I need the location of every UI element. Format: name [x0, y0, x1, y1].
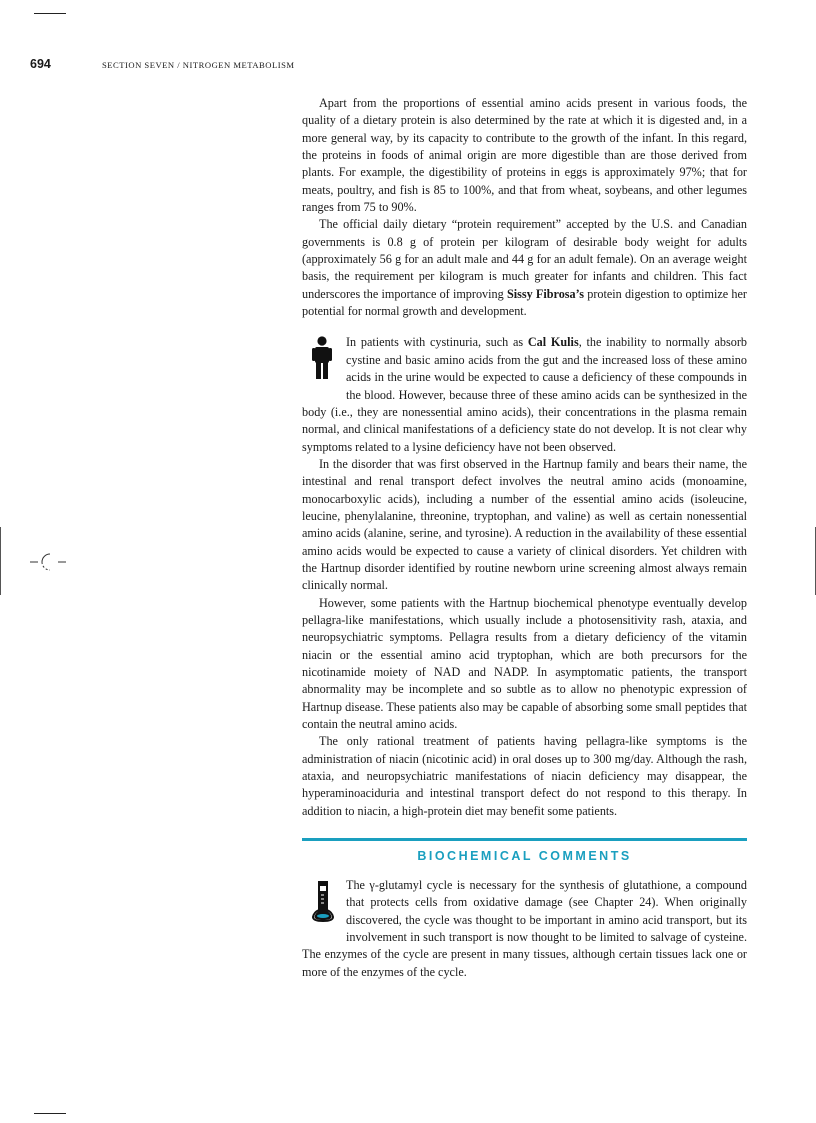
clinical-note-cystinuria — [302, 334, 747, 455]
paragraph-text: The official daily dietary “protein requirement” accepted by the U.S. and Canadian governments is 0.8 g of protein per kilogram of desirable body weight for adults (approximately 56 g for an adult male and 44 g for an adult female). On an average weight basis, the requirement per kilogram is much greater for infants and children. This fact underscores the importance of improving — [302, 217, 747, 301]
registration-mark-icon — [30, 550, 70, 574]
page-header — [30, 55, 295, 73]
cystinuria-note-text — [302, 334, 747, 455]
paragraph-pellagra: However, some patients with the Hartnup biochemical phenotype eventually develop pellagra-like manifestations, which usually include a photosensitivity rash, ataxia, and neuropsychiatric symptoms. Pellagra results from a dietary deficiency of the vitamin niacin or the essential amino acid tryptophan, which are both precursors for the nicotinamide moiety of NAD and NADP. In asymptomatic patients, the transport abnormality may be incomplete and so subtle as to allow no phenotypic expression of Hartnup disease. These patients also may be capable of absorbing some small peptides that contain the neutral amino acids. — [302, 595, 747, 732]
paragraph-text: protein digestion to optimize her potential for normal growth and development. — [302, 286, 747, 319]
page-number: 694 — [30, 57, 51, 71]
paragraph-treatment: The only rational treatment of patients having pellagra-like symptoms is the administration of niacin (nicotinic acid) in oral doses up to 300 mg/day. Although the rash, ataxia, and neuropsychiatric manifestations of niacin deficiency may disappear, the hyperaminoaciduria and intestinal transport defect do not respond to this therapy. In addition to niacin, a high-protein diet may benefit some patients. — [302, 734, 747, 818]
crop-mark-bottom — [34, 1113, 66, 1114]
person-icon — [302, 334, 346, 388]
biochemical-comments-block — [302, 877, 747, 981]
main-text-column — [302, 95, 747, 981]
crop-mark-top — [34, 13, 66, 14]
patient-name-cal: Cal Kulis — [527, 335, 579, 350]
biochemical-comments-text: The γ-glutamyl cycle is necessary for the synthesis of glutathione, a compound that protects cells from oxidative damage (see Chapter 24). When originally discovered, the cycle was thought to be important in amino acid transport, but its involvement in such transport is now thought to be limited to salvage of cysteine. The enzymes of the cycle are present in many tissues, although certain tissues lack one or more of the enzymes of the cycle. — [302, 878, 747, 979]
edge-mark-left — [0, 527, 1, 595]
note-text: In patients with cystinuria, such as — [346, 335, 528, 350]
patient-name-sissy: Sissy Fibrosa’s — [506, 286, 584, 301]
section-divider — [302, 838, 747, 841]
paragraph-protein-quality: Apart from the proportions of essential amino acids present in various foods, the quality of a dietary protein is also determined by the rate at which it is digested and, in a more general way, by its capacity to contribute to the growth of the infant. In this regard, the proteins in foods of animal origin are more digestible than are those derived from plants. For example, the digestibility of proteins in eggs is approximately 97%; that for meats, poultry, and fish is 85 to 100%, and that from wheat, soybeans, and other legumes ranges from 75 to 90%. — [302, 96, 747, 215]
test-tube-icon — [302, 877, 346, 931]
note-text: , the inability to normally absorb cystine and basic amino acids from the gut and the increased loss of these amino acids in the urine would be expected to cause a deficiency of these compounds in the blood. However, because three of these amino acids can be synthesized in the body (i.e., they are nonessential amino acids), their concentrations in the plasma remain normal, and clinical manifestations of a deficiency state do not develop. It is not clear why symptoms related to a lysine deficiency have not been observed. — [302, 335, 748, 454]
section-title: BIOCHEMICAL COMMENTS — [417, 849, 632, 864]
paragraph-hartnup-disorder: In the disorder that was first observed in the Hartnup family and bears their name, the intestinal and renal transport defect involves the neutral amino acids (monoamine, monocarboxylic acids), including a number of the essential amino acids (isoleucine, leucine, phenylalanine, threonine, tryptophan, and valine) as well as certain nonessential amino acids (alanine, serine, and tyrosine). A reduction in the availability of these essential amino acids would be expected to cause a variety of clinical disorders. Yet children with the Hartnup disorder identified by routine newborn urine screening almost always remain clinically normal. — [302, 456, 747, 593]
running-head: SECTION SEVEN / NITROGEN METABOLISM — [102, 60, 295, 70]
paragraph-protein-requirement — [302, 216, 747, 320]
